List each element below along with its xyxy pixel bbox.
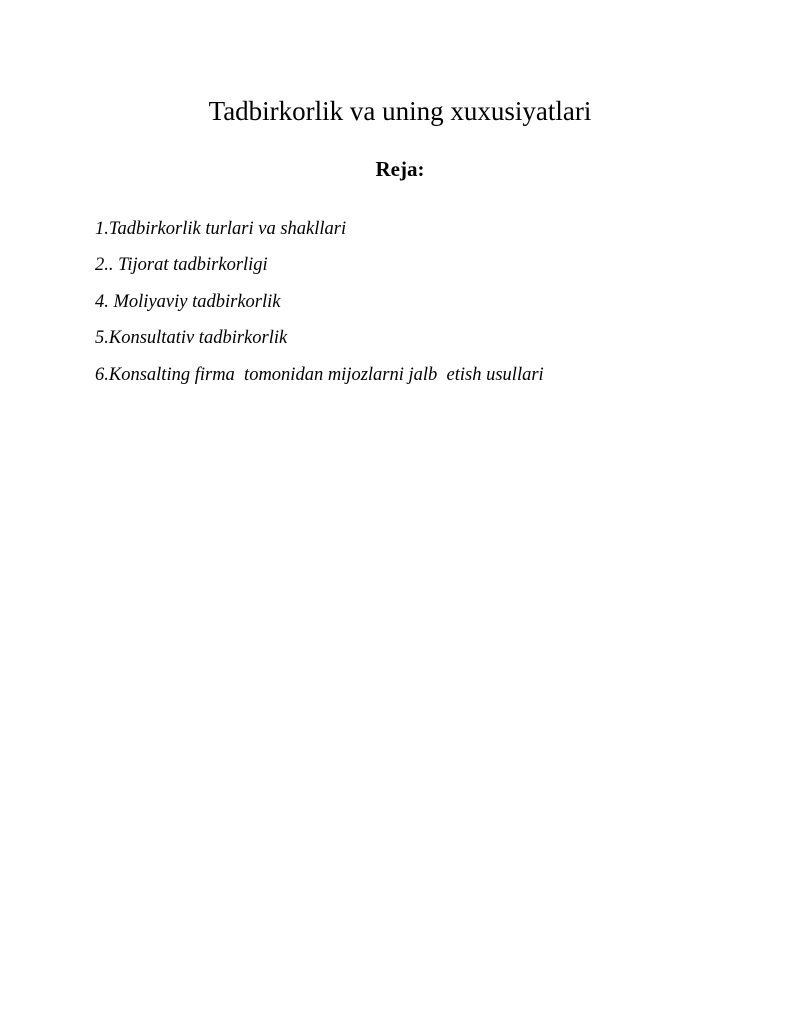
plan-heading: Reja:	[375, 157, 425, 181]
plan-item: 1.Tadbirkorlik turlari va shakllari	[95, 219, 347, 239]
plan-item: 2.. Tijorat tadbirkorligi	[95, 255, 268, 276]
plan-item: 5.Konsultativ tadbirkorlik	[95, 328, 288, 349]
document-title: Tadbirkorlik va uning xuxusiyatlari	[208, 96, 592, 126]
plan-list	[95, 216, 775, 398]
plan-item: 4. Moliyaviy tadbirkorlik	[95, 291, 281, 312]
plan-item: 6.Konsalting firma tomonidan mijozlarni jalb etish usullari	[95, 364, 544, 385]
